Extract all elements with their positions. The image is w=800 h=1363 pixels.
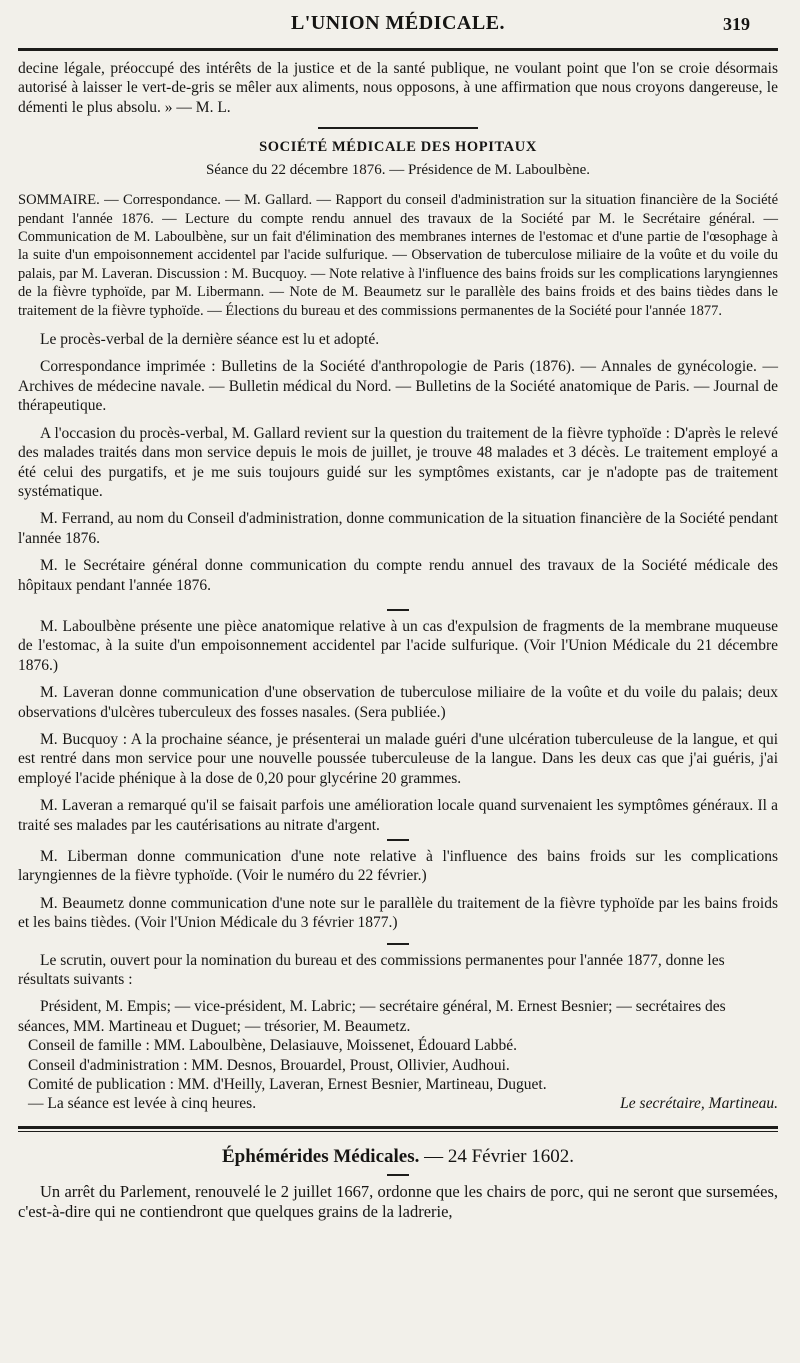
paragraph: M. Liberman donne communication d'une note relative à l'influence des bains froids sur les complications laryngiennes de la fièvre typhoïde. (Voir le numéro du 22 février.) xyxy=(18,848,778,885)
elections-intro: Le scrutin, ouvert pour la nomination du bureau et des commissions permanentes pour l'année 1877, donne les résultats suivants : xyxy=(18,951,725,989)
paragraph: Le procès-verbal de la dernière séance est lu et adopté. xyxy=(40,331,380,349)
page-header xyxy=(18,0,778,40)
closing-text: — La séance est levée à cinq heures. xyxy=(28,1095,257,1113)
comite-publication: Comité de publication : MM. d'Heilly, Laveran, Ernest Besnier, Martineau, Duguet. xyxy=(28,1076,547,1094)
paragraph: Correspondance imprimée : Bulletins de la Société d'anthropologie de Paris (1876). — Annales de gynécologie. — Archives de médecine navale. — Bulletin médical du Nord. — Bulletins de la Société anatomique de Paris. — Journal de thérapeutique. xyxy=(18,358,778,415)
double-rule xyxy=(18,1126,778,1132)
ephemerides-name: Éphémérides Médicales. xyxy=(222,1145,420,1167)
paragraph: M. Beaumetz donne communication d'une note sur le parallèle du traitement de la fièvre typhoïde par les bains froids et les bains tièdes. (Voir l'Union Médicale du 3 février 1877.) xyxy=(18,894,778,932)
separator-dash xyxy=(387,839,409,841)
sommaire-label: SOMMAIRE. xyxy=(18,192,100,209)
ephemerides-title xyxy=(18,1146,778,1168)
paragraph: M. Bucquoy : A la prochaine séance, je présenterai un malade guéri d'une ulcération tuberculeuse de la langue, et qui est rentré dans mon service pour une nouvelle poussée tuberculeuse de la langue. Dans les deux cas que j'ai guéris, j'ai employé l'acide phénique à la dose de 0,20 pour glycérine 20 grammes. xyxy=(18,730,778,787)
conseil-administration: Conseil d'administration : MM. Desnos, Brouardel, Proust, Ollivier, Audhoui. xyxy=(28,1056,510,1074)
section-title: SOCIÉTÉ MÉDICALE DES HOPITAUX xyxy=(259,139,537,156)
conseil-famille: Conseil de famille : MM. Laboulbène, Delasiauve, Moissenet, Édouard Labbé. xyxy=(28,1037,517,1055)
minutes xyxy=(18,330,778,595)
ephemerides-text: Un arrêt du Parlement, renouvelé le 2 juillet 1667, ordonne que les chairs de porc, qui ne seront que sursemées, c'est-à-dire qui ne contiendront que quelques grains de la ladrerie, xyxy=(18,1181,778,1222)
ephemerides-date: — 24 Février 1602. xyxy=(424,1145,574,1167)
header-rule xyxy=(18,48,778,51)
paragraph: M. Ferrand, au nom du Conseil d'administration, donne communication de la situation financière de la Société pendant l'année 1876. xyxy=(18,510,778,547)
paragraph: M. le Secrétaire général donne communication du compte rendu annuel des travaux de la Société médicale des hôpitaux pendant l'année 1876. xyxy=(18,557,778,594)
sommaire-text: — Correspondance. — M. Gallard. — Rapport du conseil d'administration sur la situation financière de la Société pendant l'année 1876. — Lecture du compte rendu annuel des travaux de la Société par M. le Secrétaire général. — Communication de M. Laboulbène, sur un fait d'élimination des membranes internes de l'estomac et d'une partie de l'œsophage à la suite d'un empoisonnement accidentel par l'acide sulfurique. — Observation de tuberculose miliaire de la voûte et du voile du palais, par M. Laveran. Discussion : M. Bucquoy. — Note relative à l'influence des bains froids sur les complications laryngiennes de la fièvre typhoïde, par M. Libermann. — Note de M. Beaumetz sur le parallèle des bains froids et des bains tièdes dans le traitement de la fièvre typhoïde. — Élections du bureau et des commissions permanentes de la Société pour l'année 1877. xyxy=(18,192,779,319)
closing-line xyxy=(18,1094,778,1113)
page-number: 319 xyxy=(723,14,750,34)
section-rule xyxy=(318,127,478,129)
notes xyxy=(18,847,778,933)
paragraph: A l'occasion du procès-verbal, M. Gallard revient sur la question du traitement de la fièvre typhoïde : D'après le relevé des malades traités dans mon service depuis le mois de juillet, je trouve 48 malades et 3 décès. Le traitement employé a été celui des purgatifs, et je me suis toujours guidé sur les symptômes existants, car je n'adopte pas de traitement systématique. xyxy=(18,424,778,500)
paragraph: M. Laveran donne communication d'une observation de tuberculose miliaire de la voûte et du voile du palais; deux observations d'ulcères tuberculeux des fosses nasales. (Sera publiée.) xyxy=(18,684,778,721)
separator-dash xyxy=(387,943,409,945)
session-line: Séance du 22 décembre 1876. — Présidence de M. Laboulbène. xyxy=(205,162,591,179)
communications xyxy=(18,617,778,835)
elections-bureau: Président, M. Empis; — vice-président, M. Labric; — secrétaire général, M. Ernest Besnier; — secrétaires des séances, MM. Martineau et Duguet; — trésorier, M. Beaumetz. xyxy=(18,998,726,1035)
running-title: L'UNION MÉDICALE. xyxy=(290,12,506,34)
paragraph: M. Laveran a remarqué qu'il se faisait parfois une amélioration locale quand survenaient les symptômes généraux. Il a traité ses malades par les cautérisations au nitrate d'argent. xyxy=(18,797,778,834)
paragraph: M. Laboulbène présente une pièce anatomique relative à un cas d'expulsion de fragments de la membrane muqueuse de l'estomac, à la suite d'un empoisonnement accidentel par l'acide sulfurique. (Voir l'Union Médicale du 21 décembre 1876.) xyxy=(18,617,778,674)
separator-dash xyxy=(387,1174,409,1176)
signature: Le secrétaire, Martineau. xyxy=(620,1095,778,1113)
separator-dash xyxy=(387,609,409,611)
opening-paragraph: decine légale, préoccupé des intérêts de la justice et de la santé publique, ne voulant point que l'on se croie désormais autorisé à laisser le vert-de-gris se mêler aux aliments, nous opposons, à une affirmation que nous croyons dangereuse, le démenti le plus absolu. » — M. L. xyxy=(18,60,778,116)
sommaire xyxy=(18,191,778,320)
elections xyxy=(18,951,778,1114)
